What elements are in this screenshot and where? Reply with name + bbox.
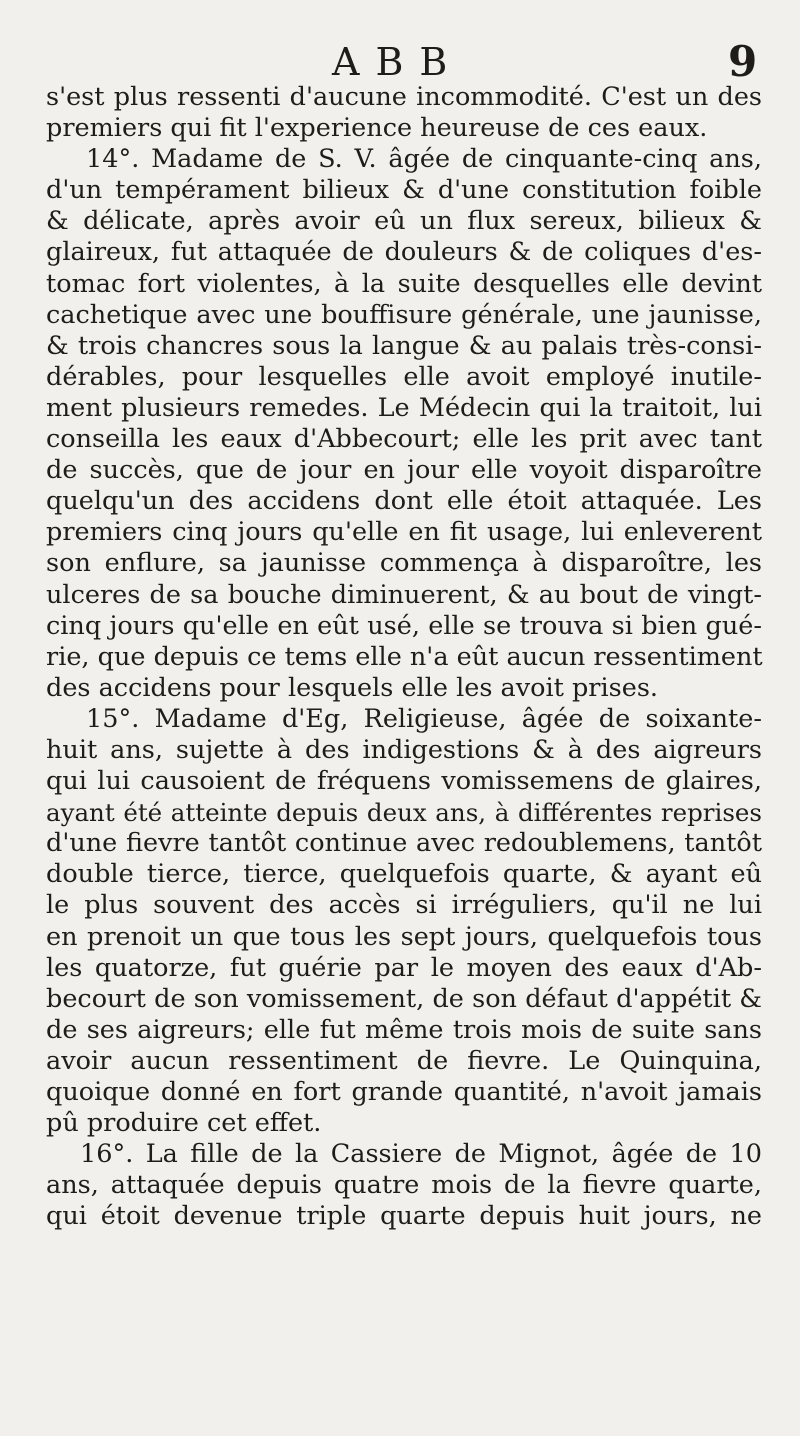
text-line: ulceres de sa bouche diminuerent, & au bout de vingt- bbox=[46, 579, 762, 610]
text-line: & trois chancres sous la langue & au palais très-consi- bbox=[46, 330, 762, 361]
text-line: double tierce, tierce, quelquefois quarte, & ayant eû bbox=[46, 859, 762, 890]
text-line: le plus souvent des accès si irréguliers, qu'il ne lui bbox=[46, 890, 762, 921]
text-line: dérables, pour lesquelles elle avoit employé inutile- bbox=[46, 361, 762, 392]
text-line: & délicate, après avoir eû un flux sereux, bilieux & bbox=[46, 206, 762, 237]
text-line: glaireux, fut attaquée de douleurs & de coliques d'es- bbox=[46, 237, 762, 268]
text-line: de ses aigreurs; elle fut même trois mois de suite sans bbox=[46, 1014, 762, 1045]
text-line: huit ans, sujette à des indigestions & à des aigreurs bbox=[46, 734, 762, 765]
text-line: d'une fievre tantôt continue avec redoublemens, tantôt bbox=[46, 828, 762, 859]
text-line: becourt de son vomissement, de son défaut d'appétit & bbox=[46, 983, 762, 1014]
text-line: s'est plus ressenti d'aucune incommodité. C'est un des bbox=[46, 82, 762, 112]
text-line: cachetique avec une bouffisure générale, une jaunisse, bbox=[46, 299, 762, 330]
text-line: rie, que depuis ce tems elle n'a eût aucun ressentiment bbox=[46, 641, 763, 672]
text-line: pû produire cet effet. bbox=[46, 1108, 322, 1139]
paragraph-15-start: 15°. Madame d'Eg, Religieuse, âgée de soixante- bbox=[86, 703, 762, 734]
text-line: avoir aucun ressentiment de fievre. Le Quinquina, bbox=[46, 1045, 762, 1076]
paragraph-16-start: 16°. La fille de la Cassiere de Mignot, âgée de 10 bbox=[80, 1139, 762, 1170]
text-line: qui lui causoient de fréquens vomissemens de glaires, bbox=[46, 766, 762, 797]
text-line: les quatorze, fut guérie par le moyen des eaux d'Ab- bbox=[46, 952, 762, 983]
text-line: qui étoit devenue triple quarte depuis huit jours, ne bbox=[46, 1201, 762, 1232]
text-line: en prenoit un que tous les sept jours, quelquefois tous bbox=[46, 921, 762, 952]
text-line: conseilla les eaux d'Abbecourt; elle les prit avec tant bbox=[46, 424, 762, 455]
text-line: premiers qui fit l'experience heureuse de ces eaux. bbox=[46, 113, 708, 144]
text-line: cinq jours qu'elle en eût usé, elle se trouva si bien gué- bbox=[46, 610, 762, 641]
text-line: des accidens pour lesquels elle les avoit prises. bbox=[46, 672, 659, 703]
text-line: de succès, que de jour en jour elle voyoit disparoître bbox=[46, 455, 762, 486]
text-line: ment plusieurs remedes. Le Médecin qui la traitoit, lui bbox=[46, 392, 762, 423]
body-text bbox=[46, 82, 762, 1232]
running-head: ABB bbox=[332, 40, 464, 84]
text-line: ans, attaquée depuis quatre mois de la fievre quarte, bbox=[46, 1170, 762, 1201]
text-line: son enflure, sa jaunisse commença à disparoître, les bbox=[46, 548, 762, 579]
text-line: premiers cinq jours qu'elle en fit usage, lui enleverent bbox=[46, 517, 762, 548]
paragraph-14-start: 14°. Madame de S. V. âgée de cinquante-cinq ans, bbox=[86, 144, 762, 175]
text-line: d'un tempérament bilieux & d'une constitution foible bbox=[46, 175, 762, 206]
text-line: ayant été atteinte depuis deux ans, à différentes reprises bbox=[46, 798, 762, 828]
page-header bbox=[0, 38, 800, 88]
page-number: 9 bbox=[728, 37, 758, 86]
text-line: quoique donné en fort grande quantité, n'avoit jamais bbox=[46, 1077, 762, 1107]
text-line: quelqu'un des accidens dont elle étoit attaquée. Les bbox=[46, 486, 762, 517]
text-line: tomac fort violentes, à la suite desquelles elle devint bbox=[46, 268, 762, 299]
